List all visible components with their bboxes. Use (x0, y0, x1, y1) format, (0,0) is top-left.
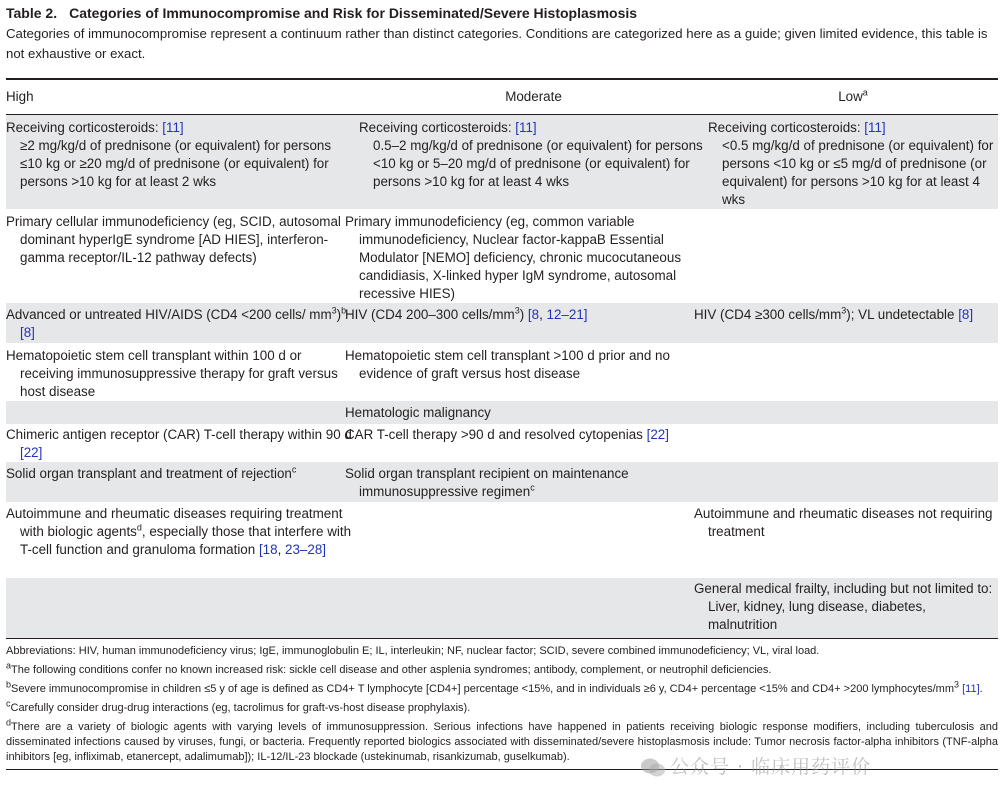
cell-text: Autoimmune and rheumatic diseases not requiring treatment (694, 506, 993, 539)
cell-text: ) (336, 307, 342, 322)
footnotes (6, 644, 998, 765)
cell-high (6, 115, 359, 210)
risk-table (6, 80, 998, 638)
cell-text: Hematopoietic stem cell transplant within 100 d or receiving immunosuppressive therapy for graft versus host disease (6, 348, 338, 399)
cell-text: Primary immunodeficiency (eg, common variable immunodeficiency, Nuclear factor-kappaB Essential Modulator [NEMO] deficiency, chronic mucocutaneous candidiasis, X-linked hyper IgM syndrome, autosomal recessive HIES) (345, 214, 682, 301)
footnote-b (6, 679, 998, 697)
cell-moderate (345, 209, 708, 303)
reference-separator: , (277, 542, 286, 557)
header-low-footnote-mark: a (862, 87, 868, 98)
footnote-text: . (979, 683, 983, 695)
table-row (6, 502, 998, 578)
reference-link[interactable]: [11] (962, 683, 980, 695)
cell-moderate (345, 462, 708, 502)
reference-link[interactable]: [8] (20, 325, 35, 340)
reference-link[interactable]: [11] (864, 120, 886, 135)
reference-bracket: ] (322, 542, 327, 557)
table-row (6, 424, 998, 462)
footnote-mark: a (6, 660, 12, 671)
footnote-mark: b (341, 305, 347, 316)
cell-text: Solid organ transplant recipient on maintenance immunosuppressive regimen (345, 466, 629, 499)
cell-low-empty (708, 343, 998, 401)
table-row (6, 303, 998, 343)
cell-high-empty (6, 578, 359, 638)
cell-moderate (345, 424, 708, 462)
reference-link[interactable]: [8] (958, 307, 974, 322)
table-row (6, 462, 998, 502)
reference-link[interactable]: [11] (515, 120, 537, 135)
reference-link[interactable]: 12–21 (546, 307, 584, 322)
cell-text: Solid organ transplant and treatment of rejection (6, 466, 292, 481)
cell-high-empty (6, 401, 359, 424)
table-title (6, 5, 998, 22)
footnote-mark: c (6, 698, 11, 709)
cell-high (6, 209, 359, 303)
watermark-text: 公众号 · 临床用药评价 (670, 756, 872, 778)
cell-moderate (359, 115, 708, 210)
table-row (6, 115, 998, 210)
cell-text: Advanced or untreated HIV/AIDS (CD4 <200 cells/ mm (6, 307, 332, 322)
bottom-rule (6, 638, 998, 639)
cell-text: Autoimmune and rheumatic diseases requiring treatment with biologic agents (6, 506, 343, 539)
cell-low (708, 115, 998, 210)
footnote-c (6, 698, 998, 716)
reference-bracket: ] (583, 307, 588, 322)
footnote-mark: d (6, 717, 12, 728)
cell-moderate-empty (359, 502, 708, 578)
watermark (640, 752, 871, 779)
cell-text: ); VL undetectable (846, 307, 959, 322)
reference-bracket: [ (527, 307, 532, 322)
footnote-text: Severe immunocompromise in children ≤5 y of age is defined as CD4+ T lymphocyte [CD4+] percentage <15%, and in individuals ≥6 y, CD4+ percentage <15% and CD4+ >200 lymphocytes/mm (11, 683, 955, 695)
table-row (6, 343, 998, 401)
header-moderate: Moderate (359, 80, 708, 115)
reference-link[interactable]: [22] (646, 427, 669, 442)
table-row (6, 209, 998, 303)
reference-link[interactable]: 23–28 (285, 542, 323, 557)
cell-moderate-empty (359, 578, 708, 638)
footnote-abbreviations: Abbreviations: HIV, human immunodeficiency virus; IgE, immunoglobulin E; IL, interleukin; NF, nuclear factor; SCID, severe combined immunodeficiency; VL, viral load. (6, 645, 820, 657)
footnote-text: There are a variety of biologic agents with varying levels of immunosuppression. Serious infections have happened in patients receiving biologic response modifiers, including tuberculosis and disseminated infections caused by viruses, fungi, or bacteria. Frequently reported biologics associated with disseminated/severe histoplasmosis include: Tumor necrosis factor-alpha inhibitors (TNF-alpha inhibitors [eg, infliximab, etanercept, adalimumab]); IL-12/IL-23 blockade (ustekinumab, risankizumab, guselkumab). (6, 721, 998, 763)
footnote-mark: b (6, 679, 12, 690)
cell-detail: 0.5–2 mg/kg/d of prednisone (or equivalent) for persons <10 kg or 5–20 mg/d of prednisone (or equivalent) for persons >10 kg for at least 4 wks (373, 138, 703, 189)
table-subtitle: Categories of immunocompromise represent a continuum rather than distinct categories. Conditions are categorized here as a guide; given limited evidence, this table is not exhaustive or exact. (6, 26, 988, 61)
cell-text: Hematopoietic stem cell transplant >100 d prior and no evidence of graft versus host disease (345, 348, 670, 381)
superscript: 3 (954, 679, 960, 690)
reference-link[interactable]: 18 (262, 542, 278, 557)
cell-high (6, 303, 359, 343)
table-container (6, 5, 998, 770)
cell-high (6, 343, 359, 401)
cell-moderate (345, 343, 708, 401)
cell-text: ) (519, 307, 528, 322)
cell-detail: ≥2 mg/kg/d of prednisone (or equivalent) for persons ≤10 kg or ≥20 mg/d of prednisone (or equivalent) for persons >10 kg for at least 2 wks (20, 138, 332, 189)
header-row (6, 80, 998, 115)
superscript: 3 (841, 305, 847, 316)
footnote-text: Carefully consider drug-drug interactions (eg, tacrolimus for graft-vs-host disease prophylaxis). (10, 702, 471, 714)
table-number: Table 2. (6, 5, 58, 21)
reference-bracket: [ (258, 542, 263, 557)
footnote-a (6, 660, 998, 678)
reference-link[interactable]: 8 (531, 307, 540, 322)
cell-low (694, 303, 998, 343)
cell-heading: Receiving corticosteroids: (6, 120, 163, 135)
header-high: High (6, 80, 359, 115)
footnote-text: The following conditions confer no known increased risk: sickle cell disease and other asplenia syndromes; antibody, complement, or neutrophil deficiencies. (11, 664, 772, 676)
cell-text: Hematologic malignancy (345, 405, 491, 420)
cell-moderate (345, 303, 708, 343)
cell-low-empty (708, 424, 998, 462)
table-row (6, 401, 998, 424)
cell-heading: Receiving corticosteroids: (359, 120, 516, 135)
header-low-label: Low (838, 89, 863, 104)
superscript: 3 (514, 305, 520, 316)
cell-text: General medical frailty, including but not limited to: Liver, kidney, lung disease, diabetes, malnutrition (694, 581, 993, 632)
cell-text: HIV (CD4 ≥300 cells/mm (694, 307, 842, 322)
cell-high (6, 462, 359, 502)
cell-low (694, 578, 998, 638)
cell-low-empty (708, 462, 998, 502)
reference-link[interactable]: [11] (162, 120, 184, 135)
superscript: 3 (331, 305, 337, 316)
reference-separator: , (539, 307, 547, 322)
cell-detail: <0.5 mg/kg/d of prednisone (or equivalent) for persons <10 kg or ≤5 mg/d of prednisone (or equivalent) for persons >10 kg for at least 4 wks (722, 138, 994, 207)
footnote-mark: c (291, 464, 297, 475)
footnote-mark: c (530, 482, 535, 493)
cell-text: Chimeric antigen receptor (CAR) T-cell therapy within 90 d (6, 427, 352, 442)
cell-heading: Receiving corticosteroids: (708, 120, 865, 135)
footnote-mark: d (136, 522, 142, 533)
reference-link[interactable]: [22] (20, 445, 43, 460)
cell-high (6, 424, 359, 462)
cell-low (694, 502, 998, 578)
cell-high (6, 502, 359, 578)
table-row (6, 578, 998, 638)
cell-low-empty (708, 209, 998, 303)
wechat-icon (640, 757, 666, 779)
cell-text: , especially those that interfere with T-cell function and granuloma formation (20, 524, 352, 557)
header-low (708, 80, 998, 115)
table-title-text: Categories of Immunocompromise and Risk for Disseminated/Severe Histoplasmosis (69, 5, 638, 21)
cell-text: Primary cellular immunodeficiency (eg, SCID, autosomal dominant hyperIgE syndrome [AD HIES], interferon-gamma receptor/IL-12 pathway defects) (6, 214, 341, 265)
cell-text: CAR T-cell therapy >90 d and resolved cytopenias (345, 427, 647, 442)
cell-low-empty (708, 401, 998, 424)
cell-moderate (345, 401, 708, 424)
cell-text: HIV (CD4 200–300 cells/mm (345, 307, 515, 322)
